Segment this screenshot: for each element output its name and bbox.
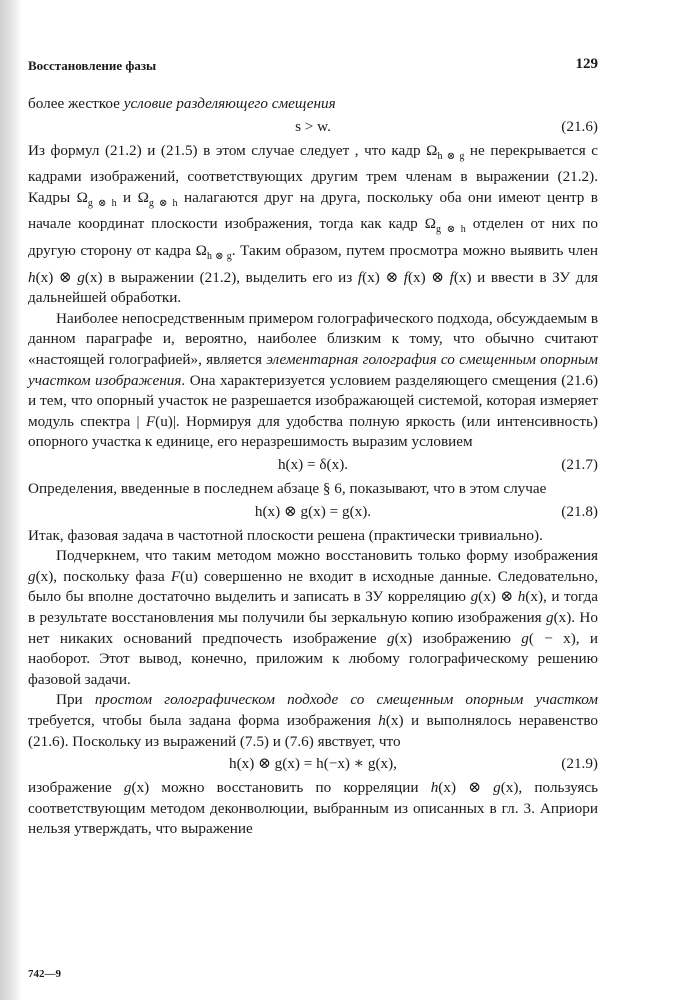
equation bbox=[28, 117, 598, 139]
paragraph bbox=[28, 479, 598, 500]
subscript: g ⊗ h bbox=[436, 224, 466, 236]
text-run: . Таким образом, путем просмотра можно выявить член bbox=[231, 242, 598, 260]
italic-run: h bbox=[430, 779, 439, 797]
running-title: Восстановление фазы bbox=[28, 58, 157, 73]
text-run: (x) ⊗ bbox=[478, 588, 518, 606]
text-run: (u) совершенно не входит в исходные данные. Следовательно, было бы вполне достаточно выделить и записать в ЗУ корреляцию bbox=[28, 567, 599, 606]
signature-mark: 742—9 bbox=[28, 968, 61, 980]
equation-number: (21.6) bbox=[561, 117, 598, 135]
text-run: изображение bbox=[28, 779, 124, 797]
binding-shadow bbox=[0, 0, 22, 1000]
subscript: g ⊗ h bbox=[87, 197, 117, 209]
italic-run: g bbox=[123, 779, 132, 797]
text-run: Наиболее непосредственным примером голографического подхода, обсуждаемым в данном параграфе и, вероятно, наиболее близким к тому, что обычно считают «настоящей голографией», является bbox=[28, 309, 598, 369]
paragraph bbox=[28, 309, 598, 453]
italic-run: простом голографическом подходе со смещенным опорным участком bbox=[94, 691, 598, 709]
text-run: . Она характеризуется условием разделяющего смещения (21.6) и тем, что опорный участок не разрешается изображающей системой, которая измеряет модуль спектра | bbox=[28, 371, 598, 430]
text-run: (x), пользуясь соответствующим методом деконволюции, выбранным из описанных в гл. 3. Априори нельзя утверждать, что выражение bbox=[28, 779, 598, 838]
subscript: h ⊗ g bbox=[206, 251, 232, 263]
italic-run: g bbox=[545, 609, 554, 626]
paragraph bbox=[28, 546, 598, 690]
text-run: Определения, введенные в последнем абзаце § 6, показывают, что в этом случае bbox=[28, 480, 547, 498]
italic-run: F bbox=[170, 567, 181, 585]
italic-run: f bbox=[357, 268, 363, 286]
equation-formula: s > w. bbox=[295, 117, 331, 135]
text-run: не перекрывается с кадрами изображений, соответствующих другим трем членам в выражении (21.2). Кадры Ω bbox=[28, 141, 598, 206]
italic-run: условие разделяющего смещения bbox=[123, 95, 336, 112]
text-run: (x) и ввести в ЗУ для дальнейшей обработки. bbox=[28, 268, 598, 307]
equation bbox=[28, 502, 598, 524]
text-run: (x). Но нет никаких оснований предпочесть изображение bbox=[28, 609, 598, 647]
italic-run: f bbox=[449, 268, 454, 286]
paragraph bbox=[28, 778, 598, 840]
equation-number: (21.7) bbox=[561, 456, 598, 474]
equation-formula: h(x) ⊗ g(x) = h(−x) ∗ g(x), bbox=[229, 755, 397, 773]
italic-run: g bbox=[521, 629, 529, 647]
italic-run: h bbox=[28, 268, 36, 286]
text-run: и Ω bbox=[116, 188, 149, 206]
text-run: налагаются друг на друга, поскольку оба они имеют центр в начале координат плоскости изображения, тогда как кадр Ω bbox=[28, 188, 598, 233]
text-run: (x) можно восстановить по корреляции bbox=[131, 779, 431, 797]
text-run: отделен от них по другую сторону от кадра Ω bbox=[28, 215, 598, 260]
page-number: 129 bbox=[575, 56, 598, 72]
paragraph bbox=[28, 141, 598, 309]
text-run: Из формул (21.2) и (21.5) в этом случае следует , что кадр Ω bbox=[28, 141, 438, 159]
subscript: g ⊗ h bbox=[148, 197, 178, 209]
text-run: (x) в выражении (21.2), выделить его из bbox=[84, 268, 358, 286]
text-run: (x) ⊗ bbox=[408, 268, 450, 286]
paragraph bbox=[28, 94, 598, 115]
equation-formula: h(x) ⊗ g(x) = g(x). bbox=[254, 502, 372, 520]
paragraph bbox=[28, 690, 598, 752]
text-run: (u)|. Нормируя для удобства полную яркость (или интенсивность) опорного участка к единице, его неразрешимость выразим условием bbox=[28, 412, 598, 451]
equation bbox=[28, 455, 598, 477]
equation-number: (21.9) bbox=[561, 755, 598, 773]
text-run: Подчеркнем, что таким методом можно восстановить только форму изображения bbox=[56, 547, 598, 565]
equation-number: (21.8) bbox=[561, 502, 598, 520]
text-run: Итак, фазовая задача в частотной плоскости решена (практически тривиально). bbox=[28, 526, 543, 544]
italic-run: g bbox=[470, 588, 479, 606]
text-run: (x) изображению bbox=[394, 629, 522, 647]
body-text bbox=[28, 94, 598, 840]
text-run: требуется, чтобы была задана форма изображения bbox=[28, 711, 379, 729]
text-run: При bbox=[56, 691, 95, 709]
paragraph bbox=[28, 526, 598, 547]
italic-run: f bbox=[403, 268, 408, 286]
text-run: (x), поскольку фаза bbox=[35, 567, 171, 585]
text-run: более жесткое bbox=[28, 95, 124, 112]
text-run: (x) ⊗ bbox=[438, 779, 494, 797]
equation bbox=[28, 754, 598, 776]
text-run: (x) ⊗ bbox=[362, 268, 404, 286]
italic-run: g bbox=[493, 779, 501, 797]
text-run: (x) ⊗ bbox=[35, 268, 78, 286]
italic-run: h bbox=[378, 711, 386, 729]
text-run: ( − x), и наоборот. Этот вывод, конечно, приложим к любому голографическому решению фазовой задачи. bbox=[28, 629, 599, 688]
italic-run: g bbox=[386, 629, 395, 647]
italic-run: g bbox=[28, 567, 36, 585]
equation-formula: h(x) = δ(x). bbox=[277, 456, 349, 474]
running-header bbox=[28, 56, 598, 76]
text-run: (x) и выполнялось неравенство (21.6). Поскольку из выражений (7.5) и (7.6) явствует, что bbox=[28, 711, 598, 750]
text-run: (x), и тогда в результате восстановления мы получили бы зеркальную копию изображения bbox=[28, 588, 598, 626]
italic-run: g bbox=[77, 268, 85, 286]
italic-run: F bbox=[145, 412, 156, 430]
italic-run: h bbox=[517, 588, 526, 606]
italic-run: элементарная голография со смещенным опорным участком изображения bbox=[28, 351, 598, 389]
subscript: h ⊗ g bbox=[437, 150, 465, 162]
